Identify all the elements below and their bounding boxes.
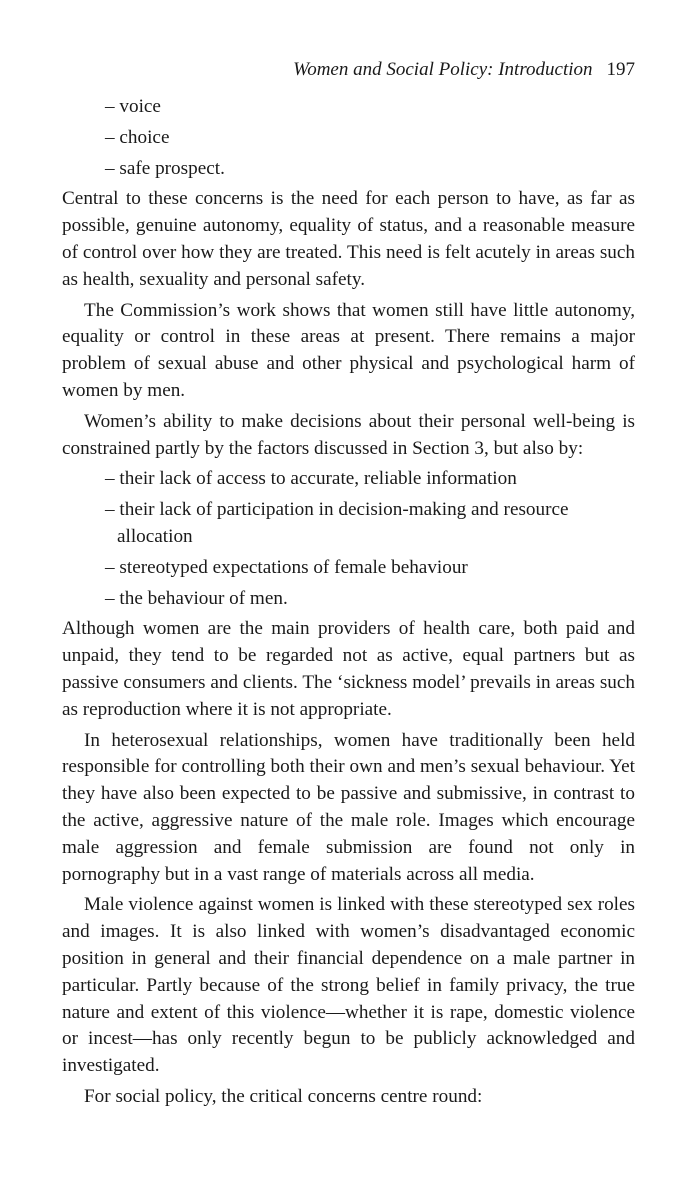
list-item: – safe prospect. (105, 157, 225, 179)
list-item: – voice (105, 96, 161, 117)
paragraph: Although women are the main providers of health care, both paid and unpaid, they tend to be regarded not as active, equal partners but as passive consumers and clients. The ‘sickness model’ prevails in areas such as reproduction where it is not appropriate. (62, 618, 635, 720)
bullet-list-top (62, 94, 635, 182)
list-item: – the behaviour of men. (105, 587, 288, 609)
bullet-list-constraints (62, 466, 635, 612)
body-text (62, 94, 635, 1115)
running-header-title: Women and Social Policy: Introduction (293, 59, 593, 80)
paragraph: Central to these concerns is the need for each person to have, as far as possible, genuine autonomy, equality of status, and a reasonable measure of control over how they are treated. This need is felt acutely in areas such as health, sexuality and personal safety. (62, 188, 635, 290)
list-item: – stereotyped expectations of female behaviour (105, 556, 468, 578)
paragraph: Male violence against women is linked with these stereotyped sex roles and images. It is also linked with women’s disadvantaged economic position in general and their financial dependence on a male partner in particular. Partly because of the strong belief in family privacy, the true nature and extent of this violence—whether it is rape, domestic violence or incest—has only recently begun to be publicly acknowledged and investigated. (62, 894, 635, 1077)
paragraph: In heterosexual relationships, women have traditionally been held responsible for controlling both their own and men’s sexual behaviour. Yet they have also been expected to be passive and submissive, in contrast to the active, aggressive nature of the male role. Images which encourage male aggression and female submission are found not only in pornography but in a vast range of materials across all media. (62, 729, 635, 885)
paragraph: For social policy, the critical concerns centre round: (84, 1085, 483, 1107)
paragraph: Women’s ability to make decisions about their personal well-being is constrained partly by the factors discussed in Section 3, but also by: (62, 410, 635, 459)
book-page (62, 0, 635, 1181)
list-item: – choice (105, 126, 170, 148)
paragraph: The Commission’s work shows that women still have little autonomy, equality or control in these areas at present. There remains a major problem of sexual abuse and other physical and psychological harm of women by men. (62, 299, 635, 401)
running-header (293, 58, 635, 82)
list-item: – their lack of access to accurate, reliable information (105, 468, 517, 490)
list-item: – their lack of participation in decision-making and resource allocation (105, 499, 569, 547)
page-number: 197 (606, 59, 635, 80)
